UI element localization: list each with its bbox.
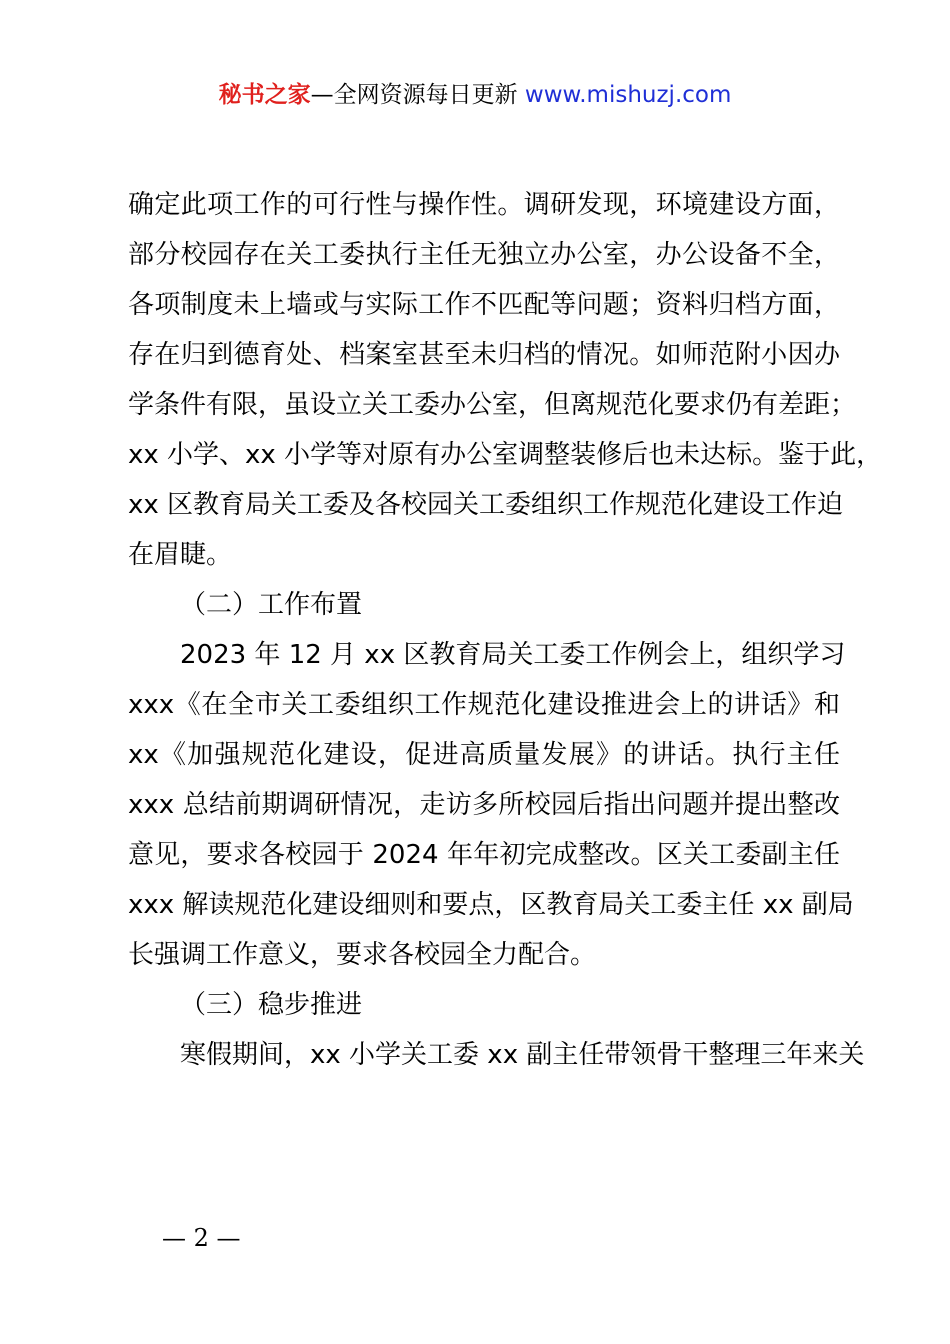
body-line-1: 确定此项工作的可行性与操作性。调研发现，环境建设方面， bbox=[128, 190, 840, 220]
body-line-3: 各项制度未上墙或与实际工作不匹配等问题；资料归档方面， bbox=[128, 290, 840, 320]
header-tagline: —全网资源每日更新 bbox=[310, 82, 518, 108]
body-line-11: xxx《在全市关工委组织工作规范化建设推进会上的讲话》和 bbox=[128, 690, 840, 720]
body-line-7: xx 区教育局关工委及各校园关工委组织工作规范化建设工作迫 bbox=[128, 490, 844, 520]
body-line-5: 学条件有限，虽设立关工委办公室，但离规范化要求仍有差距； bbox=[128, 390, 857, 420]
body-line-14: 意见，要求各校园于 2024 年年初完成整改。区关工委副主任 bbox=[128, 840, 840, 870]
document-body bbox=[128, 180, 883, 1080]
body-line-18: 寒假期间，xx 小学关工委 xx 副主任带领骨干整理三年来关 bbox=[180, 1040, 865, 1070]
body-line-16: 长强调工作意义，要求各校园全力配合。 bbox=[128, 940, 597, 970]
body-line-4: 存在归到德育处、档案室甚至未归档的情况。如师范附小因办 bbox=[128, 340, 840, 370]
body-line-2: 部分校园存在关工委执行主任无独立办公室，办公设备不全， bbox=[128, 240, 840, 270]
body-line-15: xxx 解读规范化建设细则和要点，区教育局关工委主任 xx 副局 bbox=[128, 890, 854, 920]
body-line-12: xx《加强规范化建设，促进高质量发展》的讲话。执行主任 bbox=[128, 740, 840, 770]
site-url-link[interactable]: www.mishuzj.com bbox=[524, 82, 732, 108]
section-heading-3: （三）稳步推进 bbox=[180, 990, 363, 1020]
page-number: — 2 — bbox=[162, 1224, 241, 1252]
brand-name: 秘书之家 bbox=[218, 82, 311, 108]
body-line-13: xxx 总结前期调研情况，走访多所校园后指出问题并提出整改 bbox=[128, 790, 840, 820]
body-line-6: xx 小学、xx 小学等对原有办公室调整装修后也未达标。鉴于此， bbox=[128, 440, 883, 470]
body-line-8: 在眉睫。 bbox=[128, 540, 233, 570]
section-heading-2: （二）工作布置 bbox=[180, 590, 363, 620]
body-line-10: 2023 年 12 月 xx 区教育局关工委工作例会上，组织学习 bbox=[180, 640, 846, 670]
site-header bbox=[0, 78, 950, 112]
